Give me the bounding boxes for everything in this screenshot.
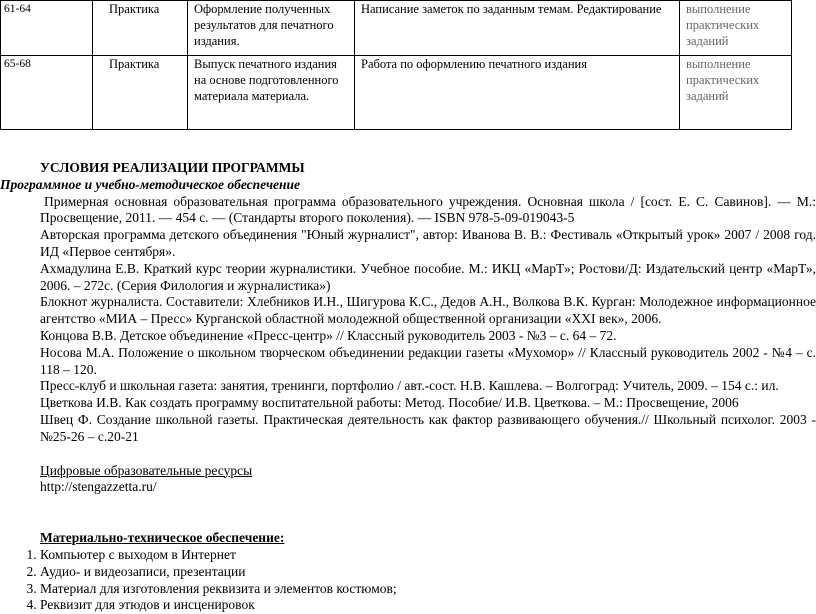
reference-item: Концова В.В. Детское объединение «Пресс-центр» // Классный руководитель 2003 - №3 – с. 64 – 72. [40,327,617,343]
lesson-activity: Работа по оформлению печатного издания [355,56,680,130]
table-row [1,1,792,56]
digital-resource-link[interactable]: http://stengazzetta.ru/ [40,479,157,495]
lesson-type: Практика [93,56,188,130]
reference-item: Пресс-клуб и школьная газета: занятия, тренинги, портфолио / авт.-сост. Н.В. Кашлева. – Волгоград: Учитель, 2009. – 154 с.: ил. [40,378,779,394]
list-item: 2. Аудио- и видеозаписи, презентации [40,564,816,581]
list-item: 4. Реквизит для этюдов и инсценировок [40,597,816,614]
lesson-topic: Оформление полученных результатов для печатного издания. [188,1,355,56]
lesson-form: выполнение практических заданий [680,1,792,56]
reference-item: Авторская программа детского объединения "Юный журналист", автор: Иванова В. В.: Фестиваль «Открытый урок» 2007 / 2008 год. ИД «Первое сентября». [40,227,816,259]
material-list [0,547,816,614]
lesson-number: 61-64 [1,1,93,56]
list-item: 1. Компьютер с выходом в Интернет [40,547,816,564]
list-item: 3. Материал для изготовления реквизита и элементов костюмов; [40,581,816,598]
table-row [1,56,792,130]
section-title: УСЛОВИЯ РЕАЛИЗАЦИИ ПРОГРАММЫ [40,160,305,175]
lesson-activity: Написание заметок по заданным темам. Редактирование [355,1,680,56]
reference-item: Блокнот журналиста. Составители: Хлебников И.Н., Шигурова К.С., Дедов А.Н., Волкова В.К. Курган: Молодежное информационное агентство «МИА – Пресс» Курганской областной молодежной общественной организации «XXI век», 2006. [40,294,816,327]
section-subtitle: Программное и учебно-методическое обеспечение [0,176,301,192]
reference-item: Цветкова И.В. Как создать программу воспитательной работы: Метод. Пособие/ И.В. Цветкова. – М.: Просвещение, 2006 [40,395,739,411]
lesson-plan-table [0,0,792,130]
reference-item: Примерная основная образовательная программа образовательного учреждения. Основная школа / [сост. Е. С. Савинов]. — М.: Просвещение, 2011. — 454 с. — (Стандарты второго поколения). — ISBN 978-5-09-019043-5 [40,193,816,226]
digital-resources-heading: Цифровые образовательные ресурсы [40,462,253,478]
reference-item: Носова М.А. Положение о школьном творческом объединении редакции газеты «Мухомор» // Классный руководитель 2002 - №4 – с. 118 – 120. [40,344,816,377]
lesson-form: выполнение практических заданий [680,56,792,130]
material-support-heading: Материально-техническое обеспечение: [40,530,285,546]
lesson-type: Практика [93,1,188,56]
program-conditions-section [0,160,816,614]
reference-item: Ахмадулина Е.В. Краткий курс теории журналистики. Учебное пособие. М.: ИКЦ «МарТ»; Ростови/Д: Издательский центр «МарТ», 2006. – 272с. (Серия Филология и журналистика») [40,260,816,293]
reference-item: Швец Ф. Создание школьной газеты. Практическая деятельность как фактор развивающего обучения.// Школьный психолог. 2003 - №25-26 – с.20-21 [40,411,816,444]
lesson-number: 65-68 [1,56,93,130]
lesson-topic: Выпуск печатного издания на основе подготовленного материала материала. [188,56,355,130]
